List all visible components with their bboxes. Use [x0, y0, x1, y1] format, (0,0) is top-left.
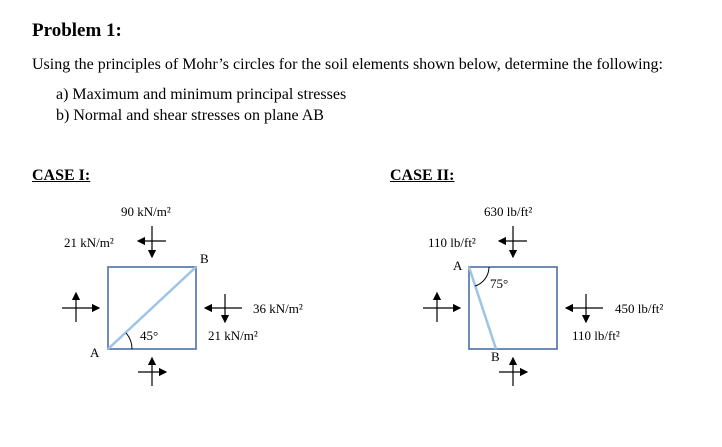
case2-heading: CASE II: — [390, 167, 455, 184]
case1-point-a-label: A — [90, 345, 100, 360]
case1-shear-right-label: 21 kN/m² — [208, 328, 258, 343]
case1-point-b-label: B — [200, 251, 209, 266]
case1-angle-arc — [126, 333, 132, 349]
case2-angle-label: 75° — [490, 276, 509, 291]
case1-right-stress-arrows — [205, 294, 242, 322]
case2-normal-top-label: 630 lb/ft² — [484, 204, 533, 219]
case1-bottom-stress-arrows — [138, 358, 166, 386]
case1-left-stress-arrows — [62, 293, 99, 322]
case1-plane-ab — [108, 267, 196, 349]
case1-angle-label: 45° — [140, 328, 159, 343]
problem-title: Problem 1: — [32, 20, 122, 41]
case2-angle-arc — [475, 267, 489, 286]
case2-plane-ab — [469, 267, 496, 349]
problem-statement: Using the principles of Mohr’s circles for the soil elements shown below, determine the following: — [32, 56, 663, 73]
case1-shear-top-label: 21 kN/m² — [64, 235, 114, 250]
question-b: b) Normal and shear stresses on plane AB — [56, 107, 324, 124]
case2-top-stress-arrows — [499, 226, 527, 257]
case2-shear-top-label: 110 lb/ft² — [428, 235, 476, 250]
case2-point-a-label: A — [453, 258, 463, 273]
case2-point-b-label: B — [491, 349, 500, 364]
case1-normal-top-label: 90 kN/m² — [121, 204, 171, 219]
case2-normal-right-label: 450 lb/ft² — [615, 301, 664, 316]
case2-right-stress-arrows — [566, 294, 603, 322]
question-a: a) Maximum and minimum principal stresses — [56, 86, 347, 103]
case1-top-stress-arrows — [138, 226, 166, 257]
case1-heading: CASE I: — [32, 167, 91, 184]
case2-shear-right-label: 110 lb/ft² — [572, 328, 620, 343]
case2-bottom-stress-arrows — [499, 358, 527, 386]
case2-left-stress-arrows — [423, 293, 460, 322]
case1-normal-right-label: 36 kN/m² — [253, 301, 303, 316]
